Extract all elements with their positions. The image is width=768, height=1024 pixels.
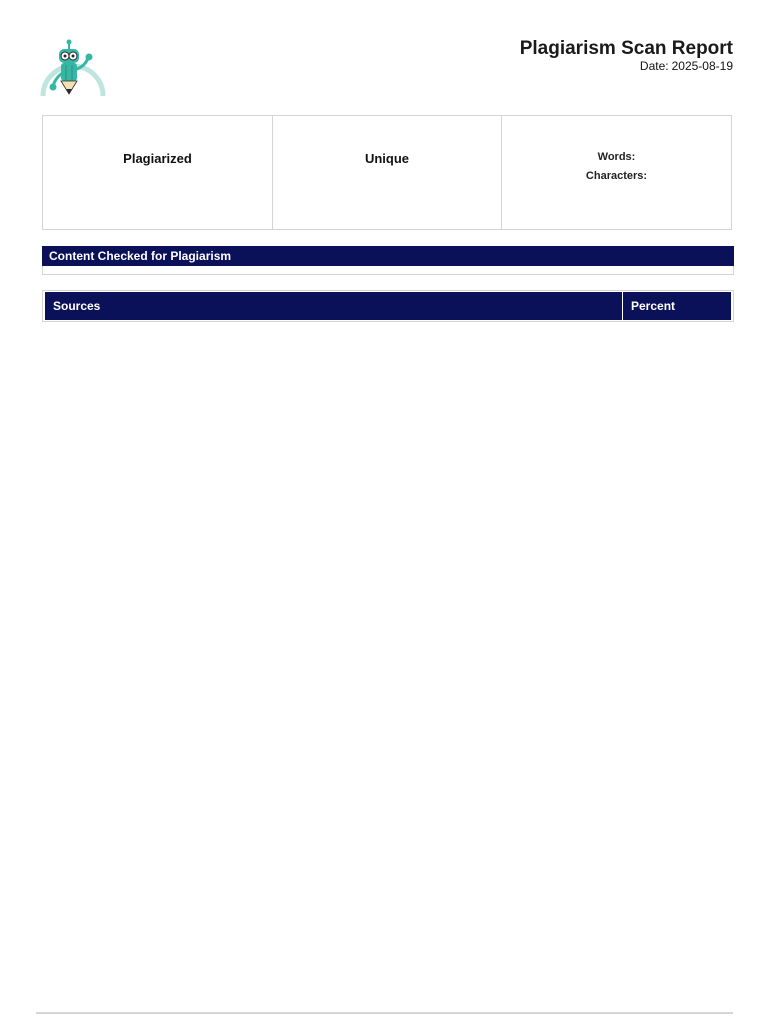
report-title: Plagiarism Scan Report [519, 38, 733, 59]
stats-summary [42, 115, 732, 230]
characters-label: Characters: [585, 170, 648, 182]
plagiarized-cell [43, 116, 273, 229]
unique-label: Unique [364, 151, 410, 166]
sources-table [44, 292, 732, 320]
report-date [640, 59, 733, 73]
sources-header-row [45, 292, 731, 320]
unique-cell [273, 116, 502, 229]
content-checked-header: Content Checked for Plagiarism [42, 246, 734, 266]
words-label: Words: [597, 151, 636, 163]
sources-section [42, 290, 734, 322]
percent-column-header: Percent [623, 292, 731, 320]
date-label: Date: [639, 59, 669, 73]
plagiarized-label: Plagiarized [123, 151, 192, 166]
date-value: 2025-08-19 [671, 59, 733, 73]
content-checked-section [42, 246, 734, 275]
pencil-mascot-icon [40, 36, 106, 98]
footer-divider [36, 1012, 733, 1014]
sources-column-header: Sources [45, 292, 622, 320]
counts-cell [502, 116, 731, 229]
